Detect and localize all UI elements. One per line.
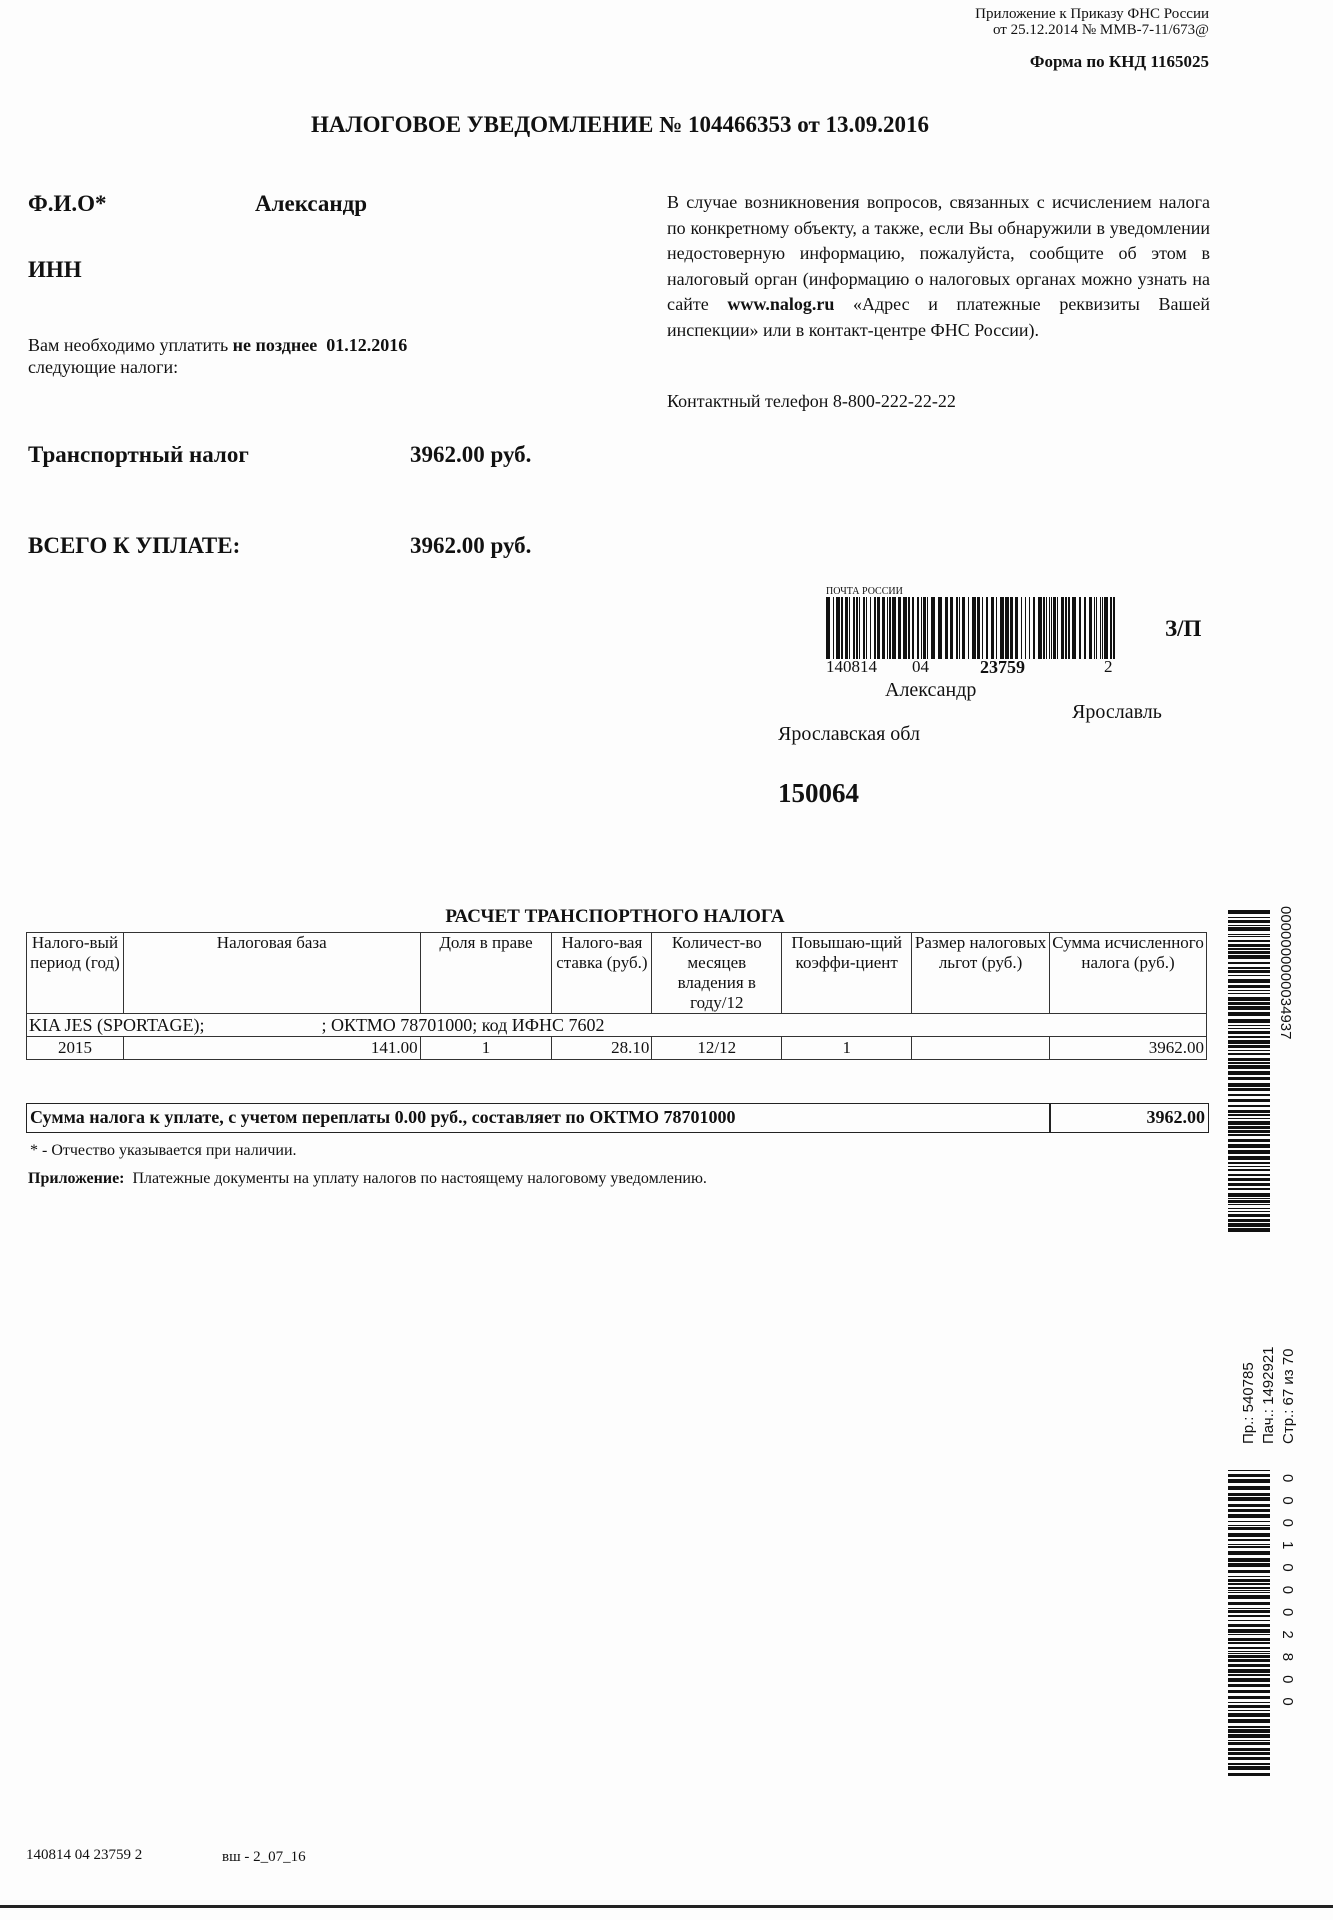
barcode-part1: 140814 — [826, 657, 877, 676]
barcode-part4: 2 — [1104, 657, 1113, 676]
batch-stamp — [1238, 1316, 1304, 1446]
side-vertical-digits-text: 00010002800 — [1279, 1474, 1296, 1720]
stamp-line2: Пач.: 1492921 — [1260, 1346, 1277, 1444]
form-code: Форма по КНД 1165025 — [1029, 52, 1209, 71]
stamp-line1: Пр.: 540785 — [1240, 1362, 1257, 1444]
calc-table — [26, 932, 1207, 1060]
summary-text: Сумма налога к уплате, с учетом переплаты 0.00 руб., составляет по ОКТМО 78701000 — [30, 1107, 736, 1127]
contact-phone: Контактный телефон 8-800-222-22-22 — [667, 391, 956, 411]
barcode-part2: 04 — [912, 657, 929, 676]
header-coef: Повышаю-щий коэффи-циент — [782, 933, 912, 1014]
cell-share: 1 — [420, 1037, 552, 1060]
info-text: В случае возникновения вопросов, связанных с исчислением налога по конкретному объекту, а также, если Вы обнаружили в уведомлении недостоверную информацию, пожалуйста, сообщите об этом в налоговый орган (информацию о налоговых органах можно узнать на сайте — [667, 192, 1210, 314]
cell-sum: 3962.00 — [1050, 1037, 1207, 1060]
header-sum: Сумма исчисленного налога (руб.) — [1050, 933, 1207, 1014]
side-vertical-code-text: 0000000000034937 — [1277, 906, 1294, 1040]
address-city: Ярославль — [1072, 701, 1162, 723]
footer-version: вш - 2_07_16 — [222, 1849, 306, 1865]
postal-barcode — [826, 597, 1116, 659]
table-row — [27, 1037, 1207, 1060]
summary-box — [26, 1103, 1209, 1133]
side-barcode-bottom — [1228, 1470, 1270, 1776]
payment-notice-bold: не позднее — [232, 335, 318, 355]
tax-name: Транспортный налог — [28, 442, 249, 467]
info-site-link[interactable]: www.nalog.ru — [727, 294, 835, 314]
header-rate: Налого-вая ставка (руб.) — [552, 933, 652, 1014]
total-amount: 3962.00 руб. — [410, 533, 532, 558]
info-text-after: «Адрес и платежные реквизиты Вашей инспекции» или в контакт-центре ФНС России). — [667, 294, 1211, 340]
tax-amount: 3962.00 руб. — [410, 442, 532, 467]
zp-mark: З/П — [1165, 616, 1202, 641]
order-reference — [975, 6, 1209, 38]
stamp-line3: Стр.: 67 из 70 — [1280, 1348, 1297, 1444]
barcode-part3: 23759 — [980, 657, 1025, 677]
side-barcode-top — [1228, 910, 1270, 1232]
header-share: Доля в праве — [420, 933, 552, 1014]
summary-value: 3962.00 — [1146, 1107, 1205, 1127]
summary-divider — [1049, 1104, 1051, 1132]
header-benefits: Размер налоговых льгот (руб.) — [912, 933, 1050, 1014]
footer-code: 140814 04 23759 2 — [26, 1847, 143, 1863]
payment-notice-suffix: следующие налоги: — [28, 357, 179, 377]
document-title: НАЛОГОВОЕ УВЕДОМЛЕНИЕ № 104466353 от 13.09.2016 — [311, 112, 929, 137]
address-region: Ярославская обл — [778, 723, 920, 745]
payment-notice-prefix: Вам необходимо уплатить — [28, 335, 229, 355]
payment-notice — [28, 334, 407, 378]
fio-value: Александр — [255, 191, 368, 216]
cell-period: 2015 — [27, 1037, 124, 1060]
order-reference-line2: от 25.12.2014 № ММВ-7-11/673@ — [992, 22, 1209, 38]
total-label: ВСЕГО К УПЛАТЕ: — [28, 533, 241, 558]
footnote: * - Отчество указывается при наличии. — [30, 1142, 297, 1159]
header-period: Налого-вый период (год) — [27, 933, 124, 1014]
cell-coef: 1 — [782, 1037, 912, 1060]
addressee-name: Александр — [885, 679, 977, 701]
info-block — [667, 190, 1210, 343]
attachment-text: Платежные документы на уплату налогов по настоящему налоговому уведомлению. — [132, 1170, 707, 1187]
vehicle-description: KIA JES (SPORTAGE); ; ОКТМО 78701000; код ИФНС 7602 — [27, 1014, 1207, 1037]
attachment-note — [28, 1170, 707, 1188]
side-vertical-digits — [1280, 1474, 1300, 1774]
cell-rate: 28.10 — [552, 1037, 652, 1060]
inn-label: ИНН — [28, 257, 82, 282]
fio-label: Ф.И.О* — [28, 191, 107, 216]
header-base: Налоговая база — [123, 933, 420, 1014]
header-months: Количест-во месяцев владения в году/12 — [652, 933, 782, 1014]
cell-months: 12/12 — [652, 1037, 782, 1060]
cell-benefits — [912, 1037, 1050, 1060]
bottom-rule — [0, 1905, 1333, 1908]
order-reference-line1: Приложение к Приказу ФНС России — [975, 6, 1209, 22]
table-header-row — [27, 933, 1207, 1014]
post-label: ПОЧТА РОССИИ — [826, 586, 903, 597]
attachment-label: Приложение: — [28, 1170, 125, 1187]
vehicle-row — [27, 1014, 1207, 1037]
cell-base: 141.00 — [123, 1037, 420, 1060]
postcode: 150064 — [778, 778, 859, 808]
payment-due-date: 01.12.2016 — [326, 335, 408, 355]
calc-title: РАСЧЕТ ТРАНСПОРТНОГО НАЛОГА — [445, 906, 785, 927]
side-vertical-code — [1276, 906, 1300, 1236]
